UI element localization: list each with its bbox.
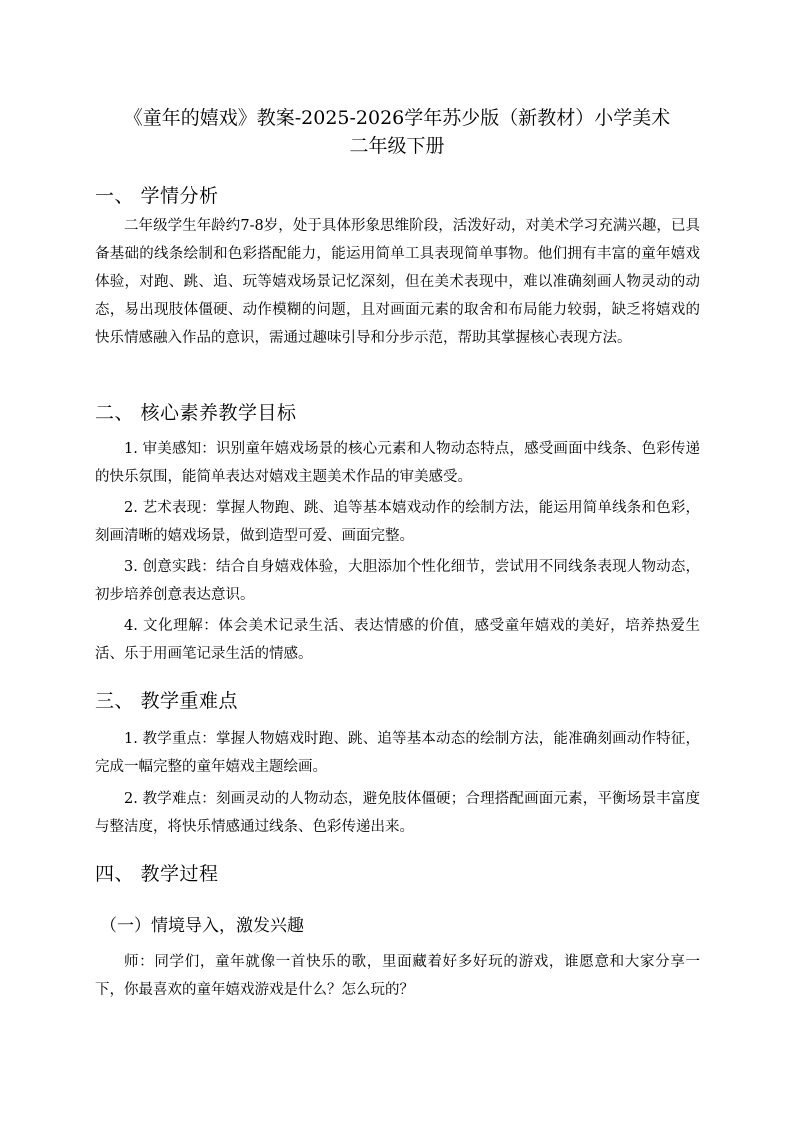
paragraph-objective-artistic: 2. 艺术表现：掌握人物跑、跳、追等基本嬉戏动作的绘制方法，能运用简单线条和色彩，刻画清晰的嬉戏场景，做到造型可爱、画面完整。: [95, 500, 700, 544]
paragraph-objective-aesthetic: 1. 审美感知：识别童年嬉戏场景的核心元素和人物动态特点，感受画面中线条、色彩传递的快乐氛围，能简单表达对嬉戏主题美术作品的审美感受。: [95, 441, 700, 485]
paragraph-key-point: 1. 教学重点：掌握人物嬉戏时跑、跳、追等基本动态的绘制方法，能准确刻画动作特征，完成一幅完整的童年嬉戏主题绘画。: [95, 731, 700, 775]
subheading-situation-intro: （一）情境导入，激发兴趣: [100, 916, 304, 936]
section-heading-key-points: 三、 教学重难点: [95, 690, 239, 712]
document-title-line2: 二年级下册: [349, 135, 445, 157]
section-heading-teaching-process: 四、 教学过程: [95, 863, 219, 885]
paragraph-objective-cultural: 4. 文化理解：体会美术记录生活、表达情感的价值，感受童年嬉戏的美好，培养热爱生活、乐于用画笔记录生活的情感。: [95, 618, 700, 662]
paragraph-learning-analysis: 二年级学生年龄约7-8岁，处于具体形象思维阶段，活泼好动，对美术学习充满兴趣，已具备基础的线条绘制和色彩搭配能力，能运用简单工具表现简单事物。他们拥有丰富的童年嬉戏体验，对跑、跳、追、玩等嬉戏场景记忆深刻，但在美术表现中，难以准确刻画人物灵动的动态，易出现肢体僵硬、动作模糊的问题，且对画面元素的取舍和布局能力较弱，缺乏将嬉戏的快乐情感融入作品的意识，需通过趣味引导和分步示范，帮助其掌握核心表现方法。: [95, 218, 700, 346]
section-heading-core-objectives: 二、 核心素养教学目标: [95, 402, 297, 424]
paragraph-difficult-point: 2. 教学难点：刻画灵动的人物动态，避免肢体僵硬；合理搭配画面元素，平衡场景丰富度与整洁度，将快乐情感通过线条、色彩传递出来。: [95, 791, 700, 835]
document-title-line1: 《童年的嬉戏》教案-2025-2026学年苏少版（新教材）小学美术: [123, 107, 671, 129]
section-heading-learning-analysis: 一、 学情分析: [95, 185, 219, 207]
paragraph-teacher-intro: 师：同学们，童年就像一首快乐的歌，里面藏着好多好玩的游戏，谁愿意和大家分享一下，你最喜欢的童年嬉戏游戏是什么？怎么玩的？: [95, 954, 700, 998]
paragraph-objective-creative: 3. 创意实践：结合自身嬉戏体验，大胆添加个性化细节，尝试用不同线条表现人物动态，初步培养创意表达意识。: [95, 559, 700, 603]
